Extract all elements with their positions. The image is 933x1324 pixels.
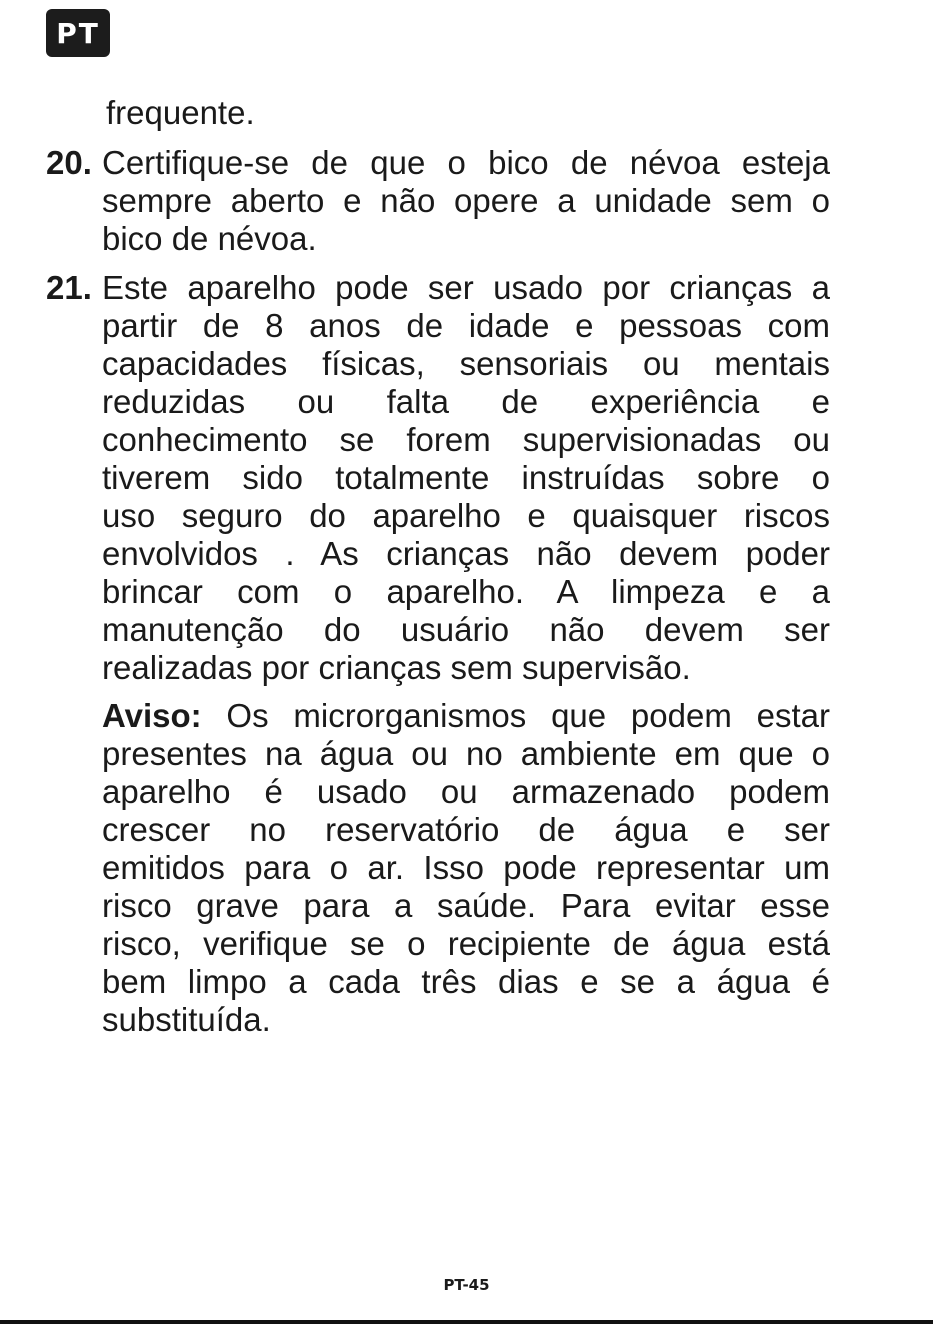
warning-line-7: risco, verifique se o recipiente de água está <box>102 925 830 962</box>
bottom-divider <box>0 1320 933 1324</box>
item-20-number: 20. <box>46 144 92 181</box>
item-21-line-6: tiverem sido totalmente instruídas sobre o <box>102 459 830 496</box>
item-21-line-11: realizadas por crianças sem supervisão. <box>102 649 691 686</box>
item-21-line-1: Este aparelho pode ser usado por crianças a <box>102 269 830 306</box>
warning-line-6: risco grave para a saúde. Para evitar esse <box>102 887 830 924</box>
item-21-number: 21. <box>46 269 92 306</box>
warning-line-1 <box>102 697 830 735</box>
item-21-line-10: manutenção do usuário não devem ser <box>102 611 830 648</box>
warning-line-2: presentes na água ou no ambiente em que o <box>102 735 830 772</box>
warning-line-9: substituída. <box>102 1001 271 1038</box>
item-21-line-4: reduzidas ou falta de experiência e <box>102 383 830 420</box>
item-20-line-3: bico de névoa. <box>102 220 317 257</box>
item-21-line-8: envolvidos . As crianças não devem poder <box>102 535 830 572</box>
warning-line-3: aparelho é usado ou armazenado podem <box>102 773 830 810</box>
warning-first-line-text: Os microrganismos que podem estar <box>201 697 830 734</box>
warning-line-5: emitidos para o ar. Isso pode representar um <box>102 849 830 886</box>
item-20-line-2: sempre aberto e não opere a unidade sem o <box>102 182 830 219</box>
item-21-line-7: uso seguro do aparelho e quaisquer riscos <box>102 497 830 534</box>
item-20-line-1: Certifique-se de que o bico de névoa esteja <box>102 144 830 181</box>
item-21-line-3: capacidades físicas, sensoriais ou mentais <box>102 345 830 382</box>
item-21-line-9: brincar com o aparelho. A limpeza e a <box>102 573 830 610</box>
warning-line-8: bem limpo a cada três dias e se a água é <box>102 963 830 1000</box>
continuation-text: frequente. <box>106 94 255 131</box>
language-badge: PT <box>46 9 110 57</box>
warning-label: Aviso: <box>102 697 202 734</box>
item-21-line-5: conhecimento se forem supervisionadas ou <box>102 421 830 458</box>
item-21-line-2: partir de 8 anos de idade e pessoas com <box>102 307 830 344</box>
page-number: PT-45 <box>443 1276 490 1294</box>
warning-line-4: crescer no reservatório de água e ser <box>102 811 830 848</box>
